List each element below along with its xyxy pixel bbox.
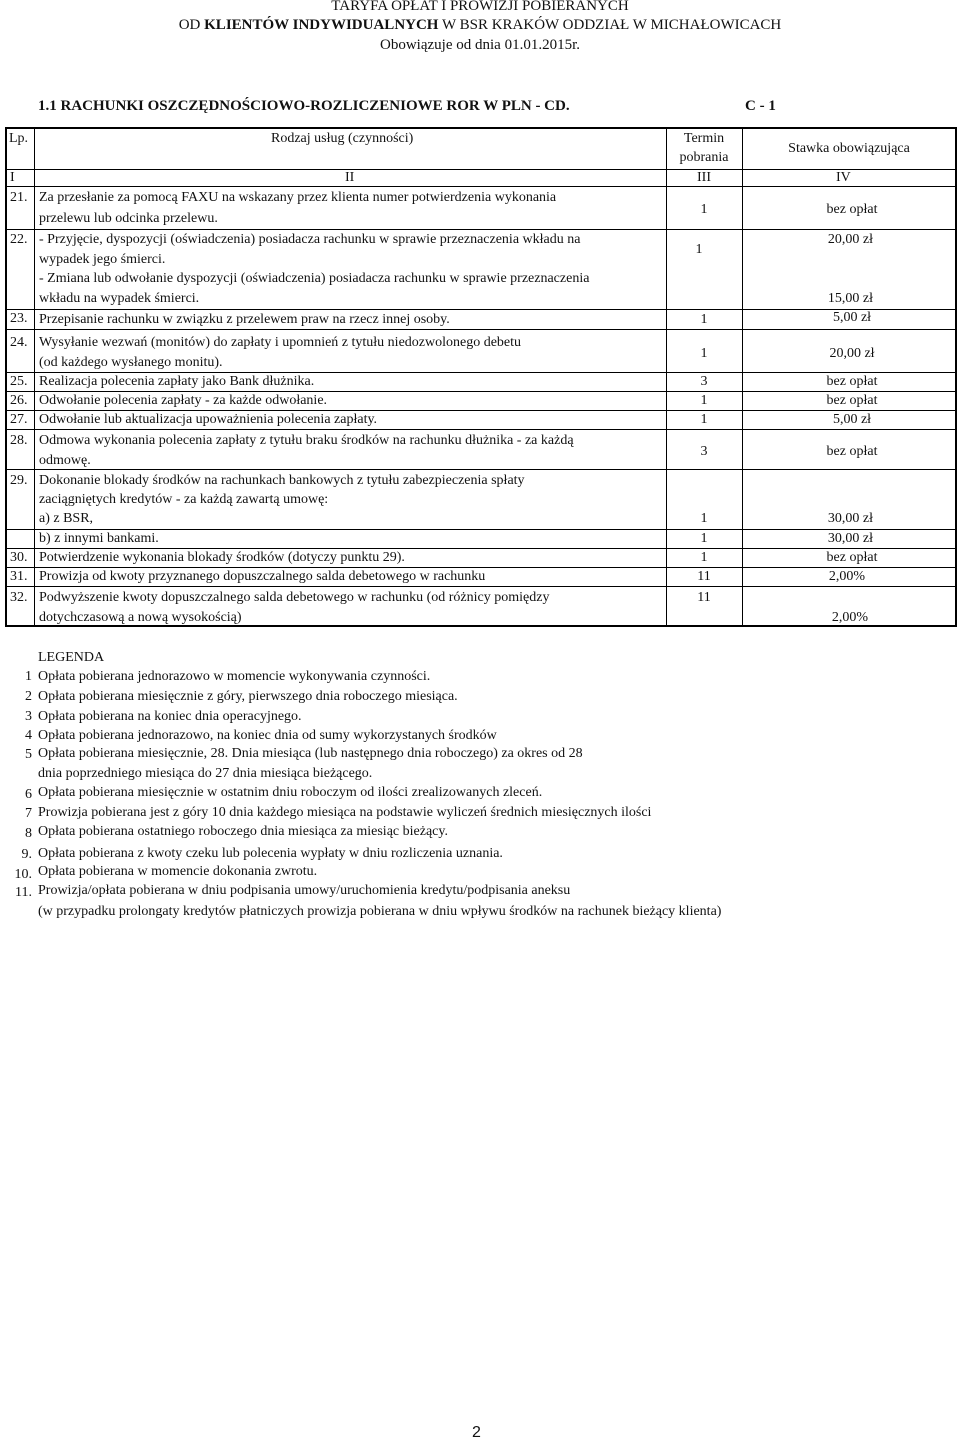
row-23-desc: Przepisanie rachunku w związku z przelewem praw na rzecz innej osoby. <box>39 312 450 327</box>
row-29-desc-3: a) z BSR, <box>39 511 94 526</box>
row-24-desc: Wysyłanie wezwań (monitów) do zapłaty i upomnień z tytułu niedozwolonego debetu <box>39 335 522 350</box>
row-29b-desc: b) z innymi bankami. <box>39 531 159 546</box>
row-24-term: 1 <box>700 346 708 361</box>
row-24-lp: 24. <box>10 335 28 350</box>
legend-text: Prowizja pobierana jest z góry 10 dnia każdego miesiąca na podstawie wyliczeń średnich miesięcznych ilości <box>38 805 652 820</box>
row-27-rate: 5,00 zł <box>832 412 872 427</box>
row-divider <box>7 469 955 470</box>
row-27-desc: Odwołanie lub aktualizacja upoważnienia polecenia zapłaty. <box>39 412 378 427</box>
legend-text: Opłata pobierana miesięcznie w ostatnim dniu roboczym od ilości zrealizowanych zleceń. <box>38 785 543 800</box>
row-23-term: 1 <box>700 312 708 327</box>
legend-number: 6 <box>25 787 32 802</box>
header-rate: Stawka obowiązująca <box>788 141 910 156</box>
legend-text: Opłata pobierana z kwoty czeku lub polecenia wypłaty w dniu rozliczenia uznania. <box>38 846 503 861</box>
legend-text: Opłata pobierana jednorazowo w momencie wykonywania czynności. <box>38 669 431 684</box>
legend-number: 9. <box>21 847 32 862</box>
row-26-rate: bez opłat <box>826 393 878 408</box>
row-30-term: 1 <box>700 550 708 565</box>
row-31-rate: 2,00% <box>828 569 866 584</box>
legend-text: Opłata pobierana jednorazowo, na koniec dnia od sumy wykorzystanych środków <box>38 728 497 743</box>
roman-i: I <box>10 170 15 185</box>
header-term-2: pobrania <box>679 150 729 165</box>
row-29-term: 1 <box>700 511 708 526</box>
legend-text: Opłata pobierana w momencie dokonania zwrotu. <box>38 864 318 879</box>
row-24-desc-2: (od każdego wysłanego monitu). <box>39 355 223 370</box>
row-29b-term: 1 <box>700 531 708 546</box>
row-divider <box>7 229 955 230</box>
row-32-lp: 32. <box>10 590 28 605</box>
row-32-desc-2: dotychczasową a nową wysokością) <box>39 610 242 625</box>
row-22-desc-2: wypadek jego śmierci. <box>39 252 166 267</box>
row-28-desc: Odmowa wykonania polecenia zapłaty z tytułu braku środków na rachunku dłużnika - za każdą <box>39 433 574 448</box>
legend-text: Prowizja/opłata pobierana w dniu podpisania umowy/uruchomienia kredytu/podpisania aneksu <box>38 883 571 898</box>
roman-ii: II <box>345 170 355 185</box>
page-number: 2 <box>472 1424 481 1441</box>
row-29b-rate: 30,00 zł <box>827 531 873 546</box>
row-22-desc-3: - Zmiana lub odwołanie dyspozycji (oświadczenia) posiadacza rachunku w sprawie przeznaczenia <box>39 271 590 286</box>
legend-text: Opłata pobierana ostatniego roboczego dnia miesiąca za miesiąc bieżący. <box>38 824 448 839</box>
row-24-rate: 20,00 zł <box>829 346 875 361</box>
legend-text: Opłata pobierana na koniec dnia operacyjnego. <box>38 709 302 724</box>
row-26-term: 1 <box>700 393 708 408</box>
subtitle-prefix: OD <box>178 17 205 33</box>
row-divider <box>7 186 955 187</box>
row-29-rate: 30,00 zł <box>827 511 873 526</box>
column-divider <box>742 129 743 625</box>
row-22-rate-b: 15,00 zł <box>827 291 873 306</box>
row-22-rate-a: 20,00 zł <box>827 232 873 247</box>
legend-number: 10. <box>14 867 32 882</box>
effective-date: Obowiązuje od dnia 01.01.2015r. <box>380 37 580 53</box>
subtitle-client-type: KLIENTÓW INDYWIDUALNYCH <box>204 17 439 33</box>
row-22-desc: - Przyjęcie, dyspozycji (oświadczenia) posiadacza rachunku w sprawie przeznaczenia wkładu na <box>39 232 581 247</box>
legend-number: 3 <box>25 709 32 724</box>
row-28-rate: bez opłat <box>826 444 878 459</box>
legend-text: Opłata pobierana miesięcznie, 28. Dnia miesiąca (lub następnego dnia roboczego) za okres od 28 <box>38 746 583 761</box>
legend-title: LEGENDA <box>38 650 105 665</box>
row-31-term: 11 <box>697 569 711 584</box>
row-21-lp: 21. <box>10 190 28 205</box>
row-30-rate: bez opłat <box>826 550 878 565</box>
row-21-rate: bez opłat <box>826 202 878 217</box>
row-28-desc-2: odmowę. <box>39 453 91 468</box>
legend-number: 8 <box>25 826 32 841</box>
row-23-rate: 5,00 zł <box>832 310 872 325</box>
row-26-lp: 26. <box>10 393 28 408</box>
header-term: Termin <box>683 131 725 146</box>
row-29-desc: Dokonanie blokady środków na rachunkach bankowych z tytułu zabezpieczenia spłaty <box>39 473 525 488</box>
header-lp: Lp. <box>9 131 29 146</box>
section-code: C - 1 <box>745 98 776 114</box>
row-25-lp: 25. <box>10 374 28 389</box>
row-21-term: 1 <box>700 202 708 217</box>
legend-number: 4 <box>25 728 32 743</box>
legend-number: 7 <box>25 806 32 821</box>
row-32-desc: Podwyższenie kwoty dopuszczalnego salda debetowego w rachunku (od różnicy pomiędzy <box>39 590 550 605</box>
subtitle-branch: W BSR KRAKÓW ODDZIAŁ W MICHAŁOWICACH <box>438 17 782 33</box>
legend-number: 11. <box>15 885 32 900</box>
legend-text-2: (w przypadku prolongaty kredytów płatniczych prowizja pobierana w dniu wpływu środków na rachunek bieżący klienta) <box>38 904 722 919</box>
legend-text: Opłata pobierana miesięcznie z góry, pierwszego dnia roboczego miesiąca. <box>38 689 458 704</box>
row-29-lp: 29. <box>10 473 28 488</box>
row-30-desc: Potwierdzenie wykonania blokady środków (dotyczy punktu 29). <box>39 550 405 565</box>
row-30-lp: 30. <box>10 550 28 565</box>
row-29-desc-2: zaciągniętych kredytów - za każdą zawartą umowę: <box>39 492 329 507</box>
column-divider <box>34 129 35 625</box>
row-25-term: 3 <box>700 374 708 389</box>
roman-iii: III <box>697 170 711 185</box>
row-31-lp: 31. <box>10 569 28 584</box>
row-22-lp: 22. <box>10 232 28 247</box>
row-21-desc: Za przesłanie za pomocą FAXU na wskazany przez klienta numer potwierdzenia wykonania <box>39 190 557 205</box>
row-22-desc-4: wkładu na wypadek śmierci. <box>39 291 200 306</box>
header-service: Rodzaj usług (czynności) <box>271 131 414 146</box>
row-31-desc: Prowizja od kwoty przyznanego dopuszczalnego salda debetowego w rachunku <box>39 569 486 584</box>
row-26-desc: Odwołanie polecenia zapłaty - za każde odwołanie. <box>39 393 328 408</box>
fee-table <box>5 127 957 627</box>
legend-number: 5 <box>25 747 32 762</box>
row-divider <box>7 586 955 587</box>
row-25-desc: Realizacja polecenia zapłaty jako Bank dłużnika. <box>39 374 315 389</box>
row-21-desc-2: przelewu lub odcinka przelewu. <box>39 211 218 226</box>
row-25-rate: bez opłat <box>826 374 878 389</box>
tariff-subtitle <box>0 16 960 35</box>
row-divider <box>7 329 955 330</box>
legend-text-2: dnia poprzedniego miesiąca do 27 dnia miesiąca bieżącego. <box>38 766 373 781</box>
row-27-lp: 27. <box>10 412 28 427</box>
row-22-term: 1 <box>695 242 703 257</box>
row-28-lp: 28. <box>10 433 28 448</box>
row-32-term: 11 <box>697 590 711 605</box>
tariff-title: TARYFA OPŁAT I PROWIZJI POBIERANYCH <box>331 0 629 14</box>
legend-number: 2 <box>25 689 32 704</box>
roman-iv: IV <box>836 170 851 185</box>
row-divider <box>7 429 955 430</box>
row-27-term: 1 <box>700 412 708 427</box>
legend-number: 1 <box>25 669 32 684</box>
row-28-term: 3 <box>700 444 708 459</box>
section-title: 1.1 RACHUNKI OSZCZĘDNOŚCIOWO-ROZLICZENIOWE ROR W PLN - CD. <box>38 98 570 114</box>
row-32-rate: 2,00% <box>831 610 869 625</box>
row-divider <box>7 169 955 170</box>
row-23-lp: 23. <box>10 311 28 326</box>
